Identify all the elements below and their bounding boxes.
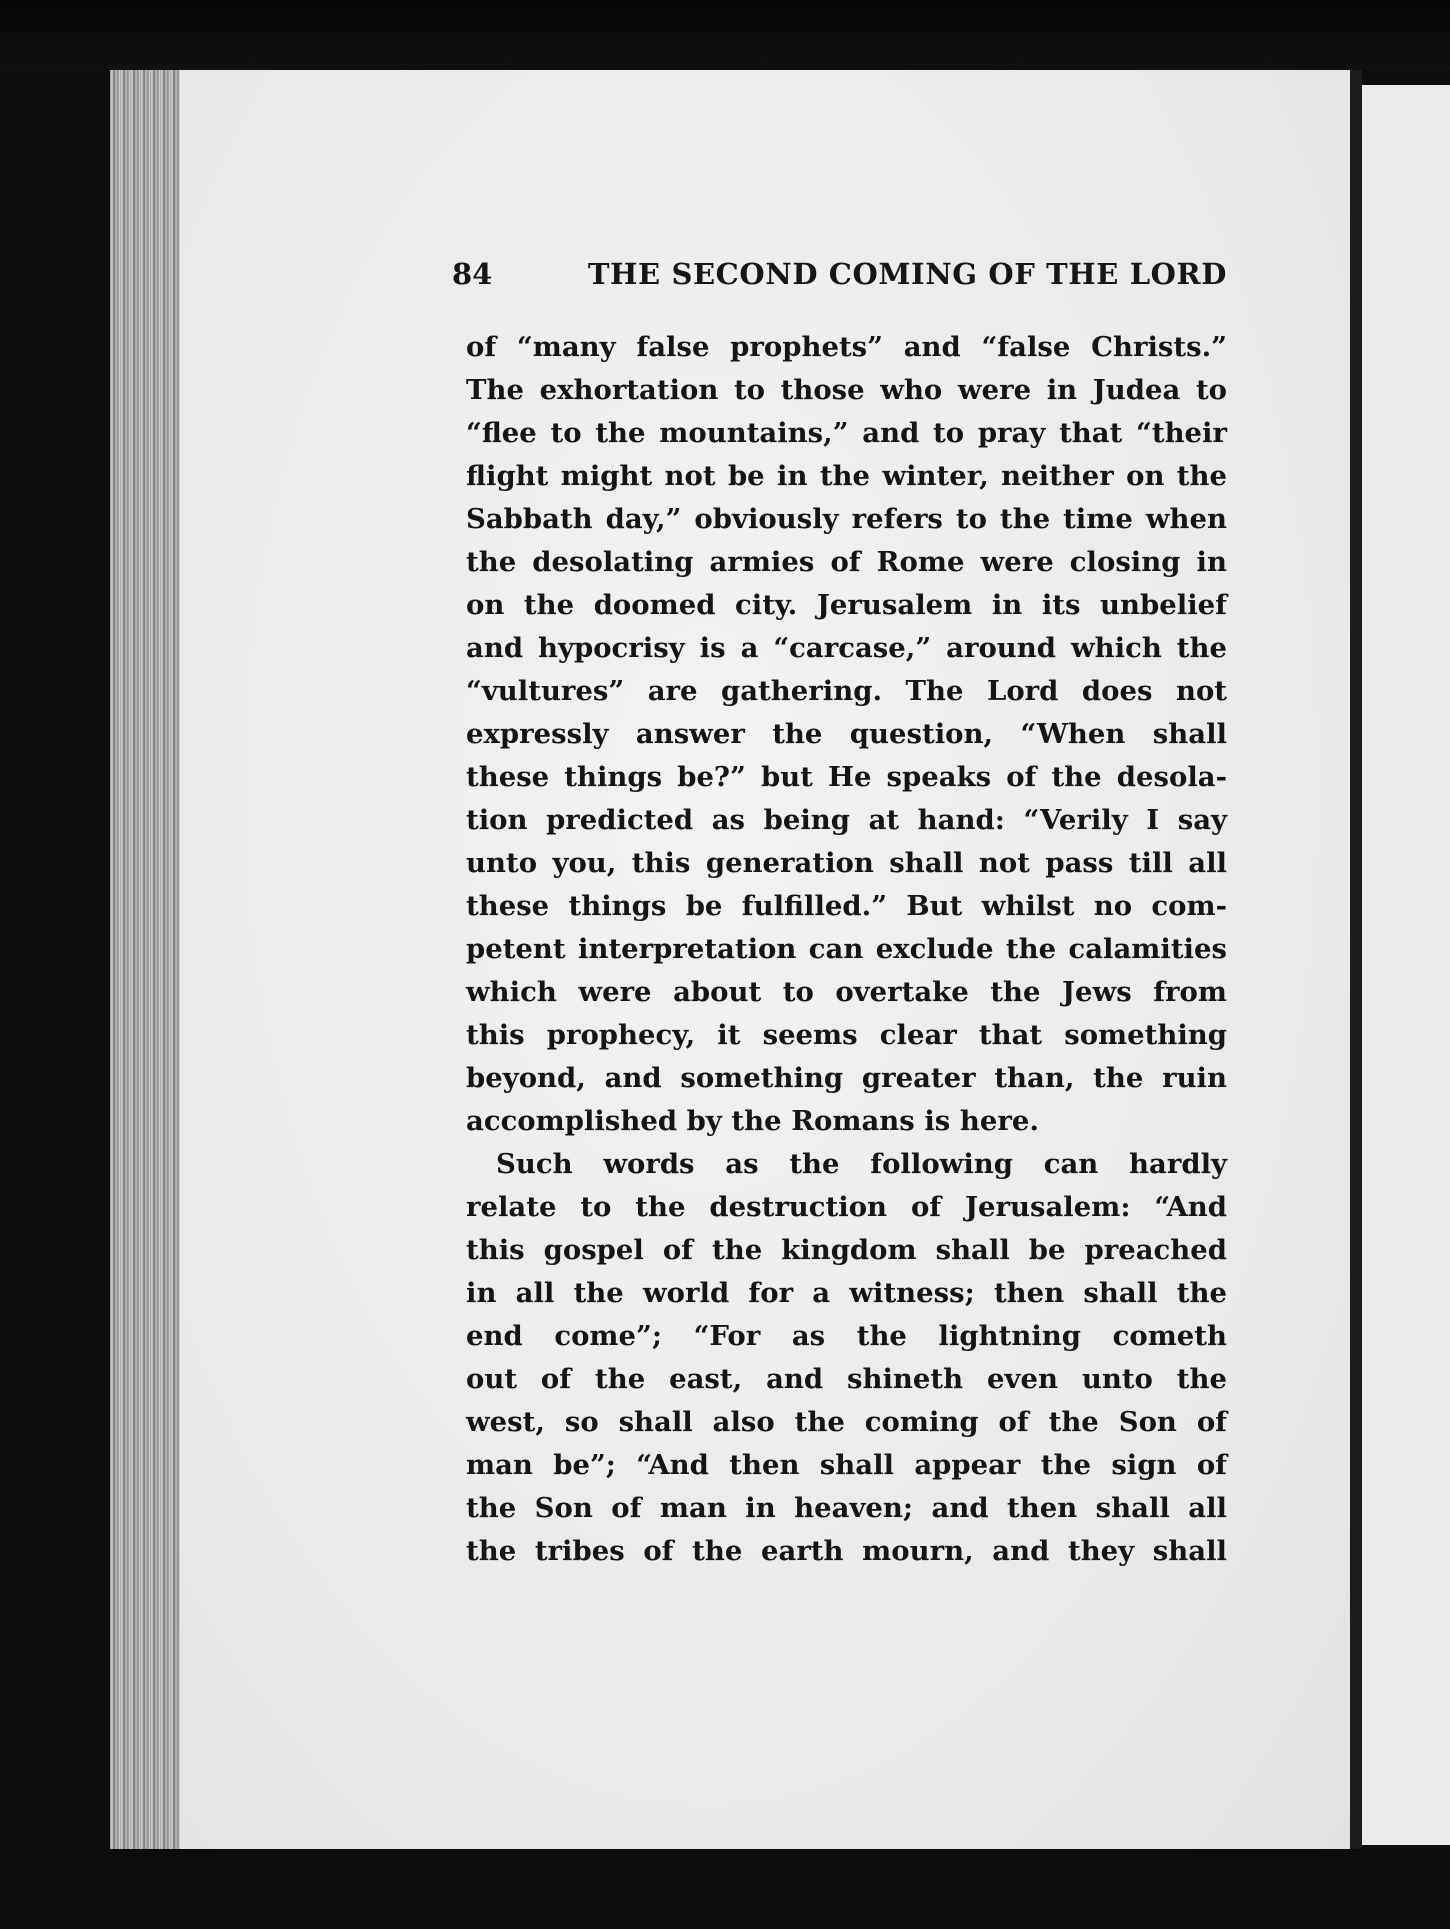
text-line: which were about to overtake the Jews from [466, 976, 1227, 1008]
text-line: Sabbath day,” obviously refers to the time when [466, 503, 1227, 535]
text-line: the desolating armies of Rome were closing in [466, 546, 1227, 578]
text-line: The exhortation to those who were in Judea to [466, 374, 1227, 406]
running-head [452, 252, 1227, 296]
facing-page-edge [1362, 85, 1450, 1845]
running-title: THE SECOND COMING OF THE LORD [587, 257, 1227, 291]
text-line: expressly answer the question, “When shall [466, 718, 1227, 750]
text-line: these things be fulfilled.” But whilst no com- [466, 890, 1227, 922]
text-line: in all the world for a witness; then shall the [466, 1277, 1227, 1309]
text-line: the tribes of the earth mourn, and they shall [466, 1535, 1227, 1567]
text-line: beyond, and something greater than, the ruin [466, 1062, 1227, 1094]
gutter-shadow [1350, 70, 1362, 1860]
text-line: the Son of man in heaven; and then shall all [466, 1492, 1227, 1524]
text-line: end come”; “For as the lightning cometh [466, 1320, 1227, 1352]
text-line: on the doomed city. Jerusalem in its unbelief [466, 589, 1227, 621]
text-line: this gospel of the kingdom shall be preached [466, 1234, 1227, 1266]
text-line: “vultures” are gathering. The Lord does not [466, 675, 1227, 707]
text-line: out of the east, and shineth even unto the [466, 1363, 1227, 1395]
text-line: tion predicted as being at hand: “Verily I say [466, 804, 1227, 836]
text-line: flight might not be in the winter, neither on the [466, 460, 1227, 492]
scanner-bottom-shadow [0, 1849, 1450, 1929]
paragraph-end-line: accomplished by the Romans is here. [466, 1105, 1039, 1137]
text-line: unto you, this generation shall not pass till all [466, 847, 1227, 879]
text-line: petent interpretation can exclude the calamities [466, 933, 1227, 965]
scanner-top-shadow [0, 0, 1450, 70]
page-number: 84 [452, 257, 493, 291]
text-line: these things be?” but He speaks of the desola- [466, 761, 1227, 793]
paragraph-start-line: Such words as the following can hardly [496, 1148, 1227, 1180]
text-line: of “many false prophets” and “false Christs.” [466, 331, 1227, 363]
text-line: man be”; “And then shall appear the sign of [466, 1449, 1227, 1481]
text-line: “flee to the mountains,” and to pray that “their [466, 417, 1227, 449]
text-line: and hypocrisy is a “carcase,” around which the [466, 632, 1227, 664]
body-text [466, 326, 1227, 1573]
text-line: relate to the destruction of Jerusalem: “And [466, 1191, 1227, 1223]
text-line: this prophecy, it seems clear that something [466, 1019, 1227, 1051]
text-line: west, so shall also the coming of the Son of [466, 1406, 1227, 1438]
page-edges [110, 70, 180, 1860]
